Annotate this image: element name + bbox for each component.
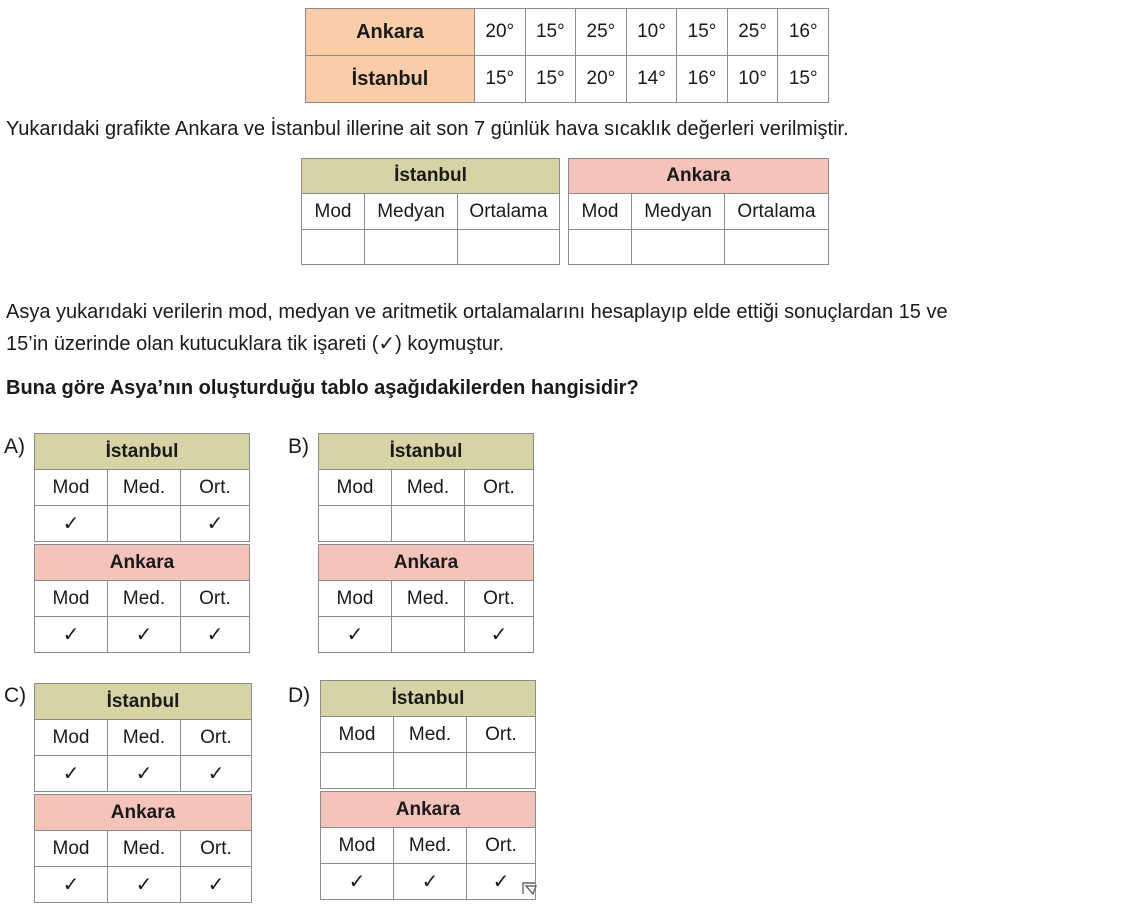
corner-mark-icon bbox=[521, 880, 539, 901]
check-cell bbox=[319, 506, 392, 542]
summary-col-mod: Mod bbox=[302, 194, 365, 230]
summary-col-medyan: Medyan bbox=[632, 194, 725, 230]
col-med: Med. bbox=[108, 831, 181, 867]
check-cell: ✓ bbox=[467, 864, 536, 900]
check-cell: ✓ bbox=[321, 864, 394, 900]
option-d-ankara-table[interactable] bbox=[320, 791, 536, 900]
question-text: Buna göre Asya’nın oluşturduğu tablo aşağıdakilerden hangisidir? bbox=[6, 377, 639, 399]
ankara-row-label: Ankara bbox=[306, 9, 475, 56]
col-mod: Mod bbox=[35, 831, 108, 867]
check-cell: ✓ bbox=[181, 506, 250, 542]
check-cell: ✓ bbox=[35, 756, 108, 792]
check-cell bbox=[392, 506, 465, 542]
option-a-istanbul-table[interactable] bbox=[34, 433, 250, 542]
col-mod: Mod bbox=[319, 470, 392, 506]
check-cell: ✓ bbox=[108, 867, 181, 903]
check-cell: ✓ bbox=[181, 867, 252, 903]
summary-cell bbox=[365, 230, 458, 265]
temp-cell: 15° bbox=[677, 9, 728, 56]
option-d-istanbul-table[interactable] bbox=[320, 680, 536, 789]
temp-cell: 10° bbox=[727, 56, 778, 103]
col-med: Med. bbox=[108, 470, 181, 506]
temp-cell: 20° bbox=[475, 9, 526, 56]
check-cell bbox=[392, 617, 465, 653]
summary-cell bbox=[569, 230, 632, 265]
col-mod: Mod bbox=[321, 828, 394, 864]
col-mod: Mod bbox=[319, 581, 392, 617]
temp-cell: 25° bbox=[576, 9, 627, 56]
check-cell: ✓ bbox=[35, 867, 108, 903]
temp-cell: 25° bbox=[727, 9, 778, 56]
check-cell bbox=[321, 753, 394, 789]
option-c-label[interactable]: C) bbox=[4, 684, 27, 707]
temp-cell: 20° bbox=[576, 56, 627, 103]
col-ort: Ort. bbox=[465, 470, 534, 506]
summary-cell bbox=[302, 230, 365, 265]
summary-cell bbox=[458, 230, 560, 265]
summary-table-istanbul bbox=[301, 158, 560, 265]
col-mod: Mod bbox=[35, 470, 108, 506]
istanbul-header: İstanbul bbox=[319, 434, 534, 470]
temp-cell: 15° bbox=[778, 56, 829, 103]
option-d-label[interactable]: D) bbox=[288, 684, 311, 707]
summary-col-mod: Mod bbox=[569, 194, 632, 230]
option-b-label[interactable]: B) bbox=[288, 435, 309, 458]
summary-col-ortalama: Ortalama bbox=[725, 194, 829, 230]
col-med: Med. bbox=[394, 717, 467, 753]
col-ort: Ort. bbox=[181, 720, 252, 756]
temp-cell: 14° bbox=[626, 56, 677, 103]
istanbul-header: İstanbul bbox=[35, 684, 252, 720]
check-cell: ✓ bbox=[465, 617, 534, 653]
paragraph-line-1: Asya yukarıdaki verilerin mod, medyan ve aritmetik ortalamalarını hesaplayıp elde ettiği sonuçlardan 15 ve bbox=[6, 301, 948, 323]
check-cell bbox=[465, 506, 534, 542]
ankara-header: Ankara bbox=[321, 792, 536, 828]
temp-cell: 16° bbox=[677, 56, 728, 103]
summary-istanbul-header: İstanbul bbox=[302, 159, 560, 194]
check-cell: ✓ bbox=[108, 756, 181, 792]
col-mod: Mod bbox=[321, 717, 394, 753]
check-cell bbox=[467, 753, 536, 789]
col-med: Med. bbox=[108, 720, 181, 756]
option-b-ankara-table[interactable] bbox=[318, 544, 534, 653]
option-a-ankara-table[interactable] bbox=[34, 544, 250, 653]
check-cell: ✓ bbox=[35, 506, 108, 542]
col-mod: Mod bbox=[35, 720, 108, 756]
temp-cell: 15° bbox=[525, 56, 576, 103]
col-med: Med. bbox=[394, 828, 467, 864]
check-cell: ✓ bbox=[35, 617, 108, 653]
summary-ankara-header: Ankara bbox=[569, 159, 829, 194]
col-med: Med. bbox=[392, 581, 465, 617]
option-b-istanbul-table[interactable] bbox=[318, 433, 534, 542]
col-ort: Ort. bbox=[181, 470, 250, 506]
col-mod: Mod bbox=[35, 581, 108, 617]
col-med: Med. bbox=[108, 581, 181, 617]
option-c-istanbul-table[interactable] bbox=[34, 683, 252, 792]
paragraph-line-2: 15’in üzerinde olan kutucuklara tik işareti (✓) koymuştur. bbox=[6, 333, 505, 355]
ankara-header: Ankara bbox=[319, 545, 534, 581]
check-cell: ✓ bbox=[394, 864, 467, 900]
intro-text: Yukarıdaki grafikte Ankara ve İstanbul illerine ait son 7 günlük hava sıcaklık değerleri verilmiştir. bbox=[6, 118, 849, 140]
col-ort: Ort. bbox=[181, 581, 250, 617]
temperature-table bbox=[305, 8, 829, 103]
col-med: Med. bbox=[392, 470, 465, 506]
check-cell bbox=[108, 506, 181, 542]
check-cell: ✓ bbox=[181, 617, 250, 653]
col-ort: Ort. bbox=[467, 828, 536, 864]
summary-col-ortalama: Ortalama bbox=[458, 194, 560, 230]
col-ort: Ort. bbox=[181, 831, 252, 867]
option-a-label[interactable]: A) bbox=[4, 435, 25, 458]
istanbul-row-label: İstanbul bbox=[306, 56, 475, 103]
istanbul-header: İstanbul bbox=[321, 681, 536, 717]
option-c-ankara-table[interactable] bbox=[34, 794, 252, 903]
temp-cell: 15° bbox=[475, 56, 526, 103]
check-cell bbox=[394, 753, 467, 789]
col-ort: Ort. bbox=[465, 581, 534, 617]
summary-col-medyan: Medyan bbox=[365, 194, 458, 230]
check-cell: ✓ bbox=[181, 756, 252, 792]
summary-cell bbox=[632, 230, 725, 265]
ankara-header: Ankara bbox=[35, 545, 250, 581]
check-cell: ✓ bbox=[108, 617, 181, 653]
summary-cell bbox=[725, 230, 829, 265]
check-cell: ✓ bbox=[319, 617, 392, 653]
temp-cell: 15° bbox=[525, 9, 576, 56]
temp-cell: 16° bbox=[778, 9, 829, 56]
istanbul-header: İstanbul bbox=[35, 434, 250, 470]
summary-table-ankara bbox=[568, 158, 829, 265]
temp-cell: 10° bbox=[626, 9, 677, 56]
col-ort: Ort. bbox=[467, 717, 536, 753]
ankara-header: Ankara bbox=[35, 795, 252, 831]
